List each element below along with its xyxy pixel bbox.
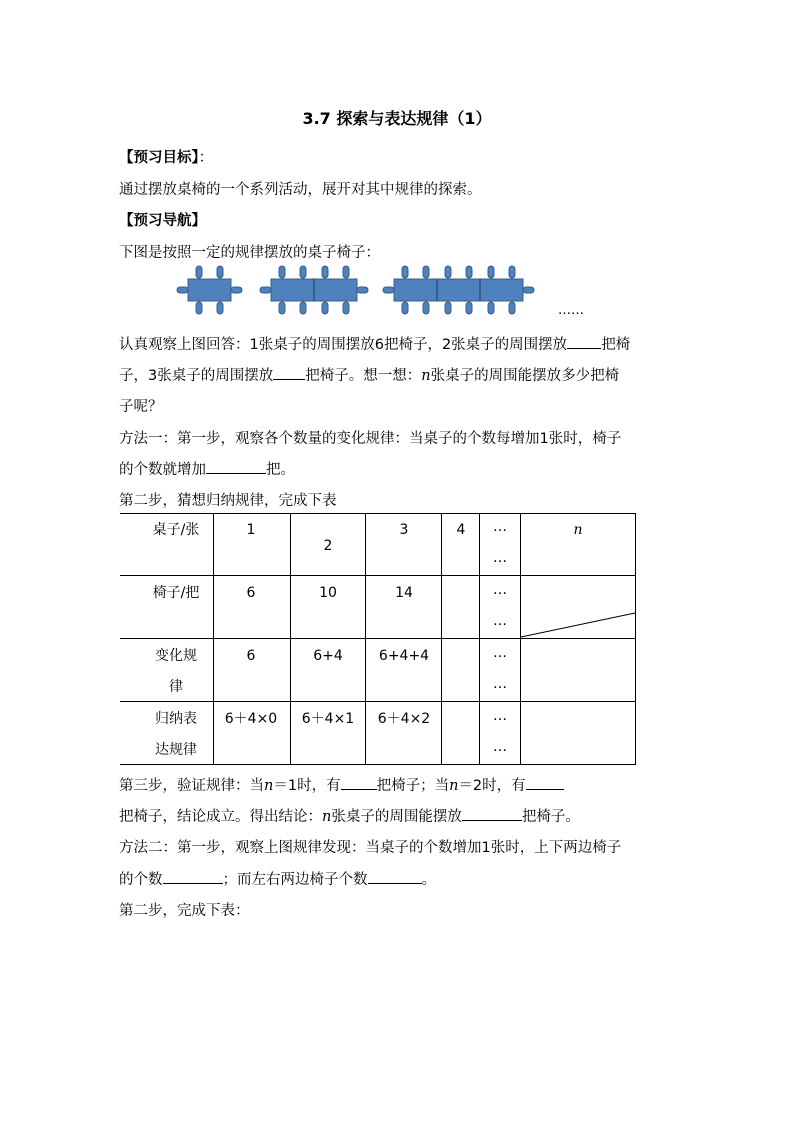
cell-dots: …: [493, 708, 507, 724]
step-text: 张桌子的周围能摆放: [331, 809, 462, 825]
answer-blank[interactable]: [462, 806, 522, 821]
method-text: 。: [421, 872, 436, 888]
step-text: ＝1: [273, 778, 298, 794]
chair-bottom: [343, 302, 349, 314]
chair-bottom: [423, 302, 429, 314]
chair-bottom: [322, 302, 328, 314]
answer-blank[interactable]: [206, 459, 266, 474]
chair-right: [231, 287, 242, 293]
question-text: 把椅: [601, 337, 631, 353]
step-text: 把椅子。: [521, 809, 580, 825]
cell-chair-3: 14: [395, 585, 413, 601]
header-rule-2: 达规律: [155, 742, 197, 758]
answer-blank[interactable]: [341, 775, 377, 790]
step-text: 时，有: [297, 778, 341, 794]
header-rule-1: 归纳表: [155, 711, 197, 727]
question-text: 张桌子的周围能摆放多少把椅: [430, 368, 620, 384]
answer-blank[interactable]: [163, 869, 223, 884]
step-text: 第三步，验证规律：当: [119, 778, 264, 794]
diagonal-line: [521, 613, 635, 637]
method-text: 把。: [266, 462, 295, 478]
answer-blank[interactable]: [273, 365, 305, 380]
cell-chair-1: 6: [246, 585, 256, 601]
cell-change-2: 6+4: [313, 648, 343, 664]
chair-bottom: [466, 302, 472, 314]
question-line-3: 子呢？: [119, 399, 163, 415]
section-preview-guide: 【预习导航】: [119, 213, 206, 229]
cell-dots: …: [493, 550, 507, 566]
variable-n: n: [322, 809, 332, 825]
variable-n: n: [264, 778, 274, 794]
question-text: 把椅子。想一想：: [305, 368, 422, 384]
cell-desk-3: 3: [399, 522, 409, 538]
method2-line-1: 方法二：第一步，观察上图规律发现：当桌子的个数增加1张时，上下两边椅子: [119, 840, 622, 856]
chair-top: [509, 266, 515, 278]
question-line-2: [119, 364, 619, 385]
method-text: ；而左右两边椅子个数: [222, 872, 368, 888]
pattern-table: [120, 513, 640, 767]
cell-dots: …: [493, 739, 507, 755]
section-preview-goal: [119, 146, 213, 167]
step3-line-1: [119, 774, 564, 795]
chair-top: [300, 266, 306, 278]
method-text: 的个数: [119, 872, 163, 888]
desk-group: [394, 279, 523, 301]
cell-dots: …: [493, 676, 507, 692]
answer-blank[interactable]: [567, 334, 601, 349]
cell-desk-4: 4: [456, 522, 466, 538]
method1-line-2: [119, 458, 295, 479]
cell-rule-2: 6＋4×1: [301, 711, 355, 727]
chair-top: [322, 266, 328, 278]
chair-left: [383, 287, 394, 293]
chair-bottom: [488, 302, 494, 314]
chair-left: [177, 287, 188, 293]
ellipsis-text: ……: [558, 303, 584, 318]
header-change-2: 律: [169, 679, 183, 695]
header-chairs: 椅子/把: [152, 585, 200, 601]
question-text: 认真观察上图回答：1张桌子的周围摆放6把椅子，2张桌子的周围摆放: [119, 337, 568, 353]
chair-bottom: [196, 302, 202, 314]
chair-bottom: [445, 302, 451, 314]
answer-blank[interactable]: [526, 775, 564, 790]
step-text: 把椅子；当: [376, 778, 450, 794]
cell-chair-2: 10: [319, 585, 337, 601]
section-heading: 【预习目标】: [119, 150, 199, 166]
chair-top: [445, 266, 451, 278]
chair-top: [196, 266, 202, 278]
cell-desk-2: 2: [323, 538, 333, 554]
variable-n: n: [421, 368, 431, 384]
page-title: 3.7 探索与表达规律（1）: [302, 109, 492, 128]
cell-change-3: 6+4+4: [378, 648, 430, 664]
goal-text: 通过摆放桌椅的一个系列活动，展开对其中规律的探索。: [119, 182, 482, 198]
question-text: 子，3张桌子的周围摆放: [119, 368, 274, 384]
step-text: 时，有: [482, 778, 526, 794]
desk-group: [188, 279, 231, 301]
step3-line-2: [119, 805, 580, 826]
chair-top: [279, 266, 285, 278]
cell-dots: …: [493, 613, 507, 629]
cell-dots: …: [493, 519, 507, 535]
chair-right: [357, 287, 368, 293]
cell-desk-1: 1: [246, 522, 256, 538]
variable-n: n: [449, 778, 459, 794]
chair-top: [488, 266, 494, 278]
header-change-1: 变化规: [155, 648, 197, 664]
chair-top: [423, 266, 429, 278]
method-text: 的个数就增加: [119, 462, 206, 478]
chair-bottom: [279, 302, 285, 314]
chair-bottom: [217, 302, 223, 314]
chair-bottom: [509, 302, 515, 314]
cell-change-1: 6: [246, 648, 256, 664]
chair-top: [217, 266, 223, 278]
cell-desk-n: n: [573, 522, 583, 538]
method1-step2: 第二步，猜想归纳规律，完成下表: [119, 493, 337, 509]
chair-bottom: [300, 302, 306, 314]
step-text: 把椅子，结论成立。得出结论：: [119, 809, 322, 825]
chair-left: [260, 287, 271, 293]
cell-dots: …: [493, 645, 507, 661]
answer-blank[interactable]: [368, 869, 422, 884]
chair-top: [343, 266, 349, 278]
method1-line-1: 方法一：第一步，观察各个数量的变化规律：当桌子的个数每增加1张时，椅子: [119, 431, 622, 447]
method2-step2: 第二步，完成下表：: [119, 903, 250, 919]
chair-right: [523, 287, 534, 293]
heading-colon: ：: [198, 150, 214, 166]
step-text: ＝2: [458, 778, 483, 794]
chair-top: [466, 266, 472, 278]
cell-rule-1: 6＋4×0: [224, 711, 278, 727]
chair-top: [402, 266, 408, 278]
header-desks: 桌子/张: [152, 522, 200, 538]
intro-text: 下图是按照一定的规律摆放的桌子椅子：: [119, 245, 380, 261]
question-line-1: [119, 333, 630, 354]
chair-bottom: [402, 302, 408, 314]
cell-dots: …: [493, 582, 507, 598]
cell-rule-3: 6＋4×2: [377, 711, 431, 727]
method2-line-2: [119, 868, 436, 889]
table-chair-figure: [176, 262, 606, 320]
